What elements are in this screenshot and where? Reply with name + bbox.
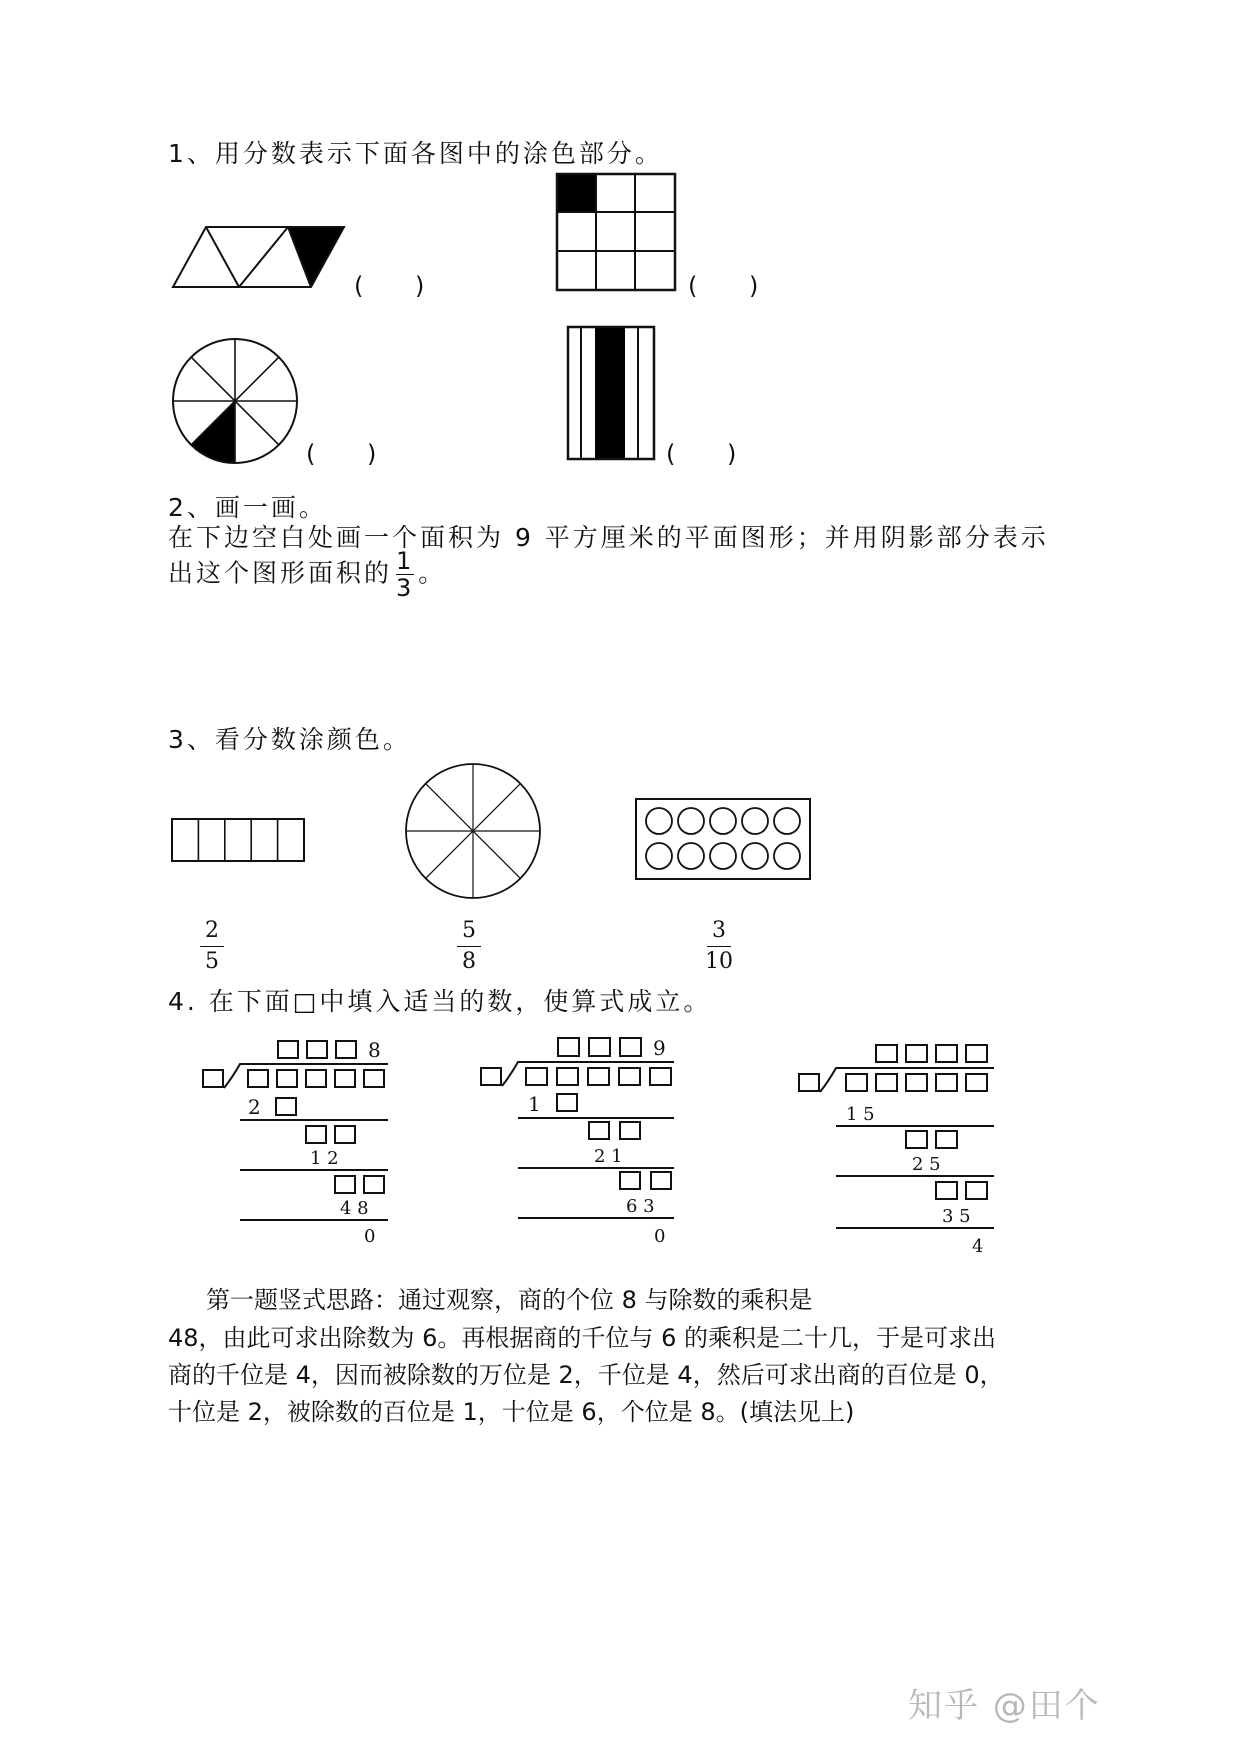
q3-fraction-3-numerator: 3 [712,918,726,943]
q3-fraction-1-denominator: 5 [205,949,219,974]
partial-2: 2 1 [594,1146,623,1167]
quotient-box [558,1038,579,1056]
partial-box [620,1172,640,1189]
q1-title: 1、用分数表示下面各图中的涂色部分。 [168,139,663,168]
q3-figure-circle8 [404,762,542,900]
q3-figure-rect5 [170,817,306,863]
q2-line2 [168,548,446,601]
dividend-box [936,1074,957,1091]
partial-box [906,1131,927,1148]
partial-3: 3 5 [942,1206,971,1227]
divisor-box [203,1070,223,1087]
partial-3: 6 3 [626,1196,655,1217]
q2-line1: 在下边空白处画一个面积为 9 平方厘米的平面图形；并用阴影部分表示 [168,523,1049,552]
partial-box [651,1172,671,1189]
q2-fraction [396,548,414,601]
q1-answer-2: ( ) [688,272,781,300]
q4-title: 4. 在下面□中填入适当的数，使算式成立。 [168,987,712,1016]
partial-box [966,1182,987,1199]
quotient-digit: 8 [368,1038,381,1062]
dividend-box [906,1074,927,1091]
partial-1: 1 5 [846,1104,875,1125]
remainder: 0 [364,1226,376,1247]
partial-box [364,1176,384,1193]
q3-figure-circles10 [634,797,812,881]
q3-fraction-1-numerator: 2 [205,918,219,943]
partial-box [335,1176,355,1193]
q1-answer-1: ( ) [354,272,447,300]
partial-box [335,1126,355,1143]
q2-line2-prefix: 出这个图形面积的 [168,558,393,588]
watermark: 知乎 @田个 [908,1686,1101,1726]
explanation-line4: 十位是 2，被除数的百位是 1，十位是 6，个位是 8。(填法见上) [168,1398,855,1426]
quotient-box [336,1041,356,1058]
q2-title: 2、画一画。 [168,493,327,522]
dividend-box [306,1070,326,1087]
dividend-box [650,1068,671,1085]
q2-fraction-denominator: 3 [396,574,415,602]
q3-fraction-1 [192,918,232,975]
partial-1: 2 [248,1095,261,1119]
dividend-box [248,1070,268,1087]
divisor-box [799,1074,819,1091]
dividend-box [619,1068,640,1085]
quotient-digit: 9 [653,1036,666,1060]
q1-figure-circle [172,338,298,464]
remainder: 0 [654,1226,666,1247]
dividend-box [846,1074,867,1091]
partial-3: 4 8 [340,1198,369,1219]
q1-figure-strips [566,325,656,461]
explanation-line2: 48，由此可求出除数为 6。再根据商的千位与 6 的乘积是二十几，于是可求出 [168,1324,996,1352]
q3-fraction-3-denominator: 10 [705,949,733,974]
q3-fraction-2-denominator: 8 [462,949,476,974]
q1-figure-triangles [170,225,350,291]
q4-division-2 [478,1034,678,1248]
q3-fraction-2-numerator: 5 [462,918,476,943]
q3-fraction-3 [699,918,739,975]
quotient-box [620,1038,641,1056]
remainder: 4 [972,1236,984,1257]
partial-2: 1 2 [310,1148,339,1169]
q1-answer-4: ( ) [666,440,759,468]
divisor-box [481,1068,501,1085]
quotient-box [278,1041,298,1058]
q4-division-3 [796,1040,998,1260]
q4-division-1 [200,1036,390,1248]
partial-box [589,1122,609,1139]
q1-answer-3: ( ) [306,440,399,468]
q1-figure-grid [555,172,677,292]
quotient-box [307,1041,327,1058]
q3-title: 3、看分数涂颜色。 [168,725,411,754]
partial-1: 1 [528,1092,541,1116]
q2-line2-suffix: 。 [418,558,447,588]
dividend-box [588,1068,609,1085]
partial-box [306,1126,326,1143]
dividend-box [557,1068,578,1085]
partial-box [936,1131,957,1148]
dividend-box [876,1074,897,1091]
partial-box [936,1182,957,1199]
quotient-box [906,1045,927,1062]
q2-fraction-numerator: 1 [396,547,415,575]
dividend-box [277,1070,297,1087]
partial-box [276,1098,296,1115]
quotient-box [589,1038,610,1056]
explanation-line3: 商的千位是 4，因而被除数的万位是 2，千位是 4，然后可求出商的百位是 0， [168,1361,1004,1389]
dividend-box [526,1068,547,1085]
quotient-box [936,1045,957,1062]
dividend-box [335,1070,355,1087]
shaded-sectors [191,401,235,463]
quotient-box [876,1045,897,1062]
dividend-box [966,1074,987,1091]
partial-box [620,1122,640,1139]
partial-2: 2 5 [912,1154,941,1175]
explanation-line1: 第一题竖式思路：通过观察，商的个位 8 与除数的乘积是 [206,1286,813,1314]
q3-fraction-2 [449,918,489,975]
dividend-box [364,1070,384,1087]
partial-box [557,1094,577,1111]
quotient-box [966,1045,987,1062]
